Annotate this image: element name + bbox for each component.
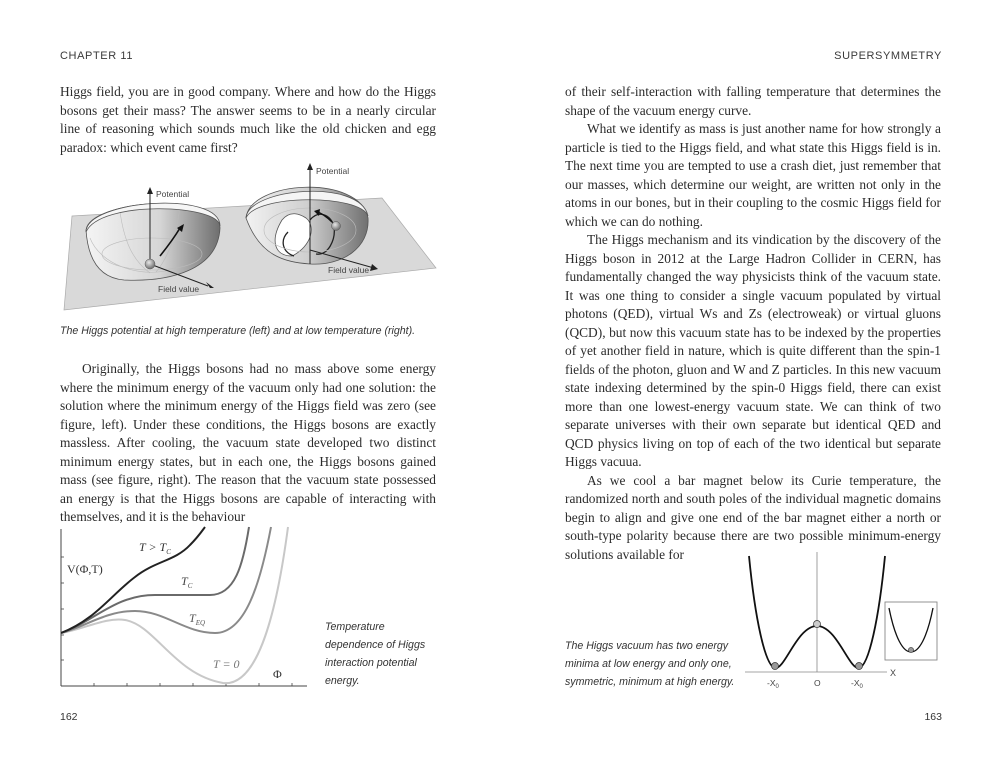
caption-line: energy.: [325, 675, 360, 687]
subscript: EQ: [195, 619, 206, 627]
caption-line: The Higgs vacuum has two energy: [565, 640, 729, 652]
paragraph: Originally, the Higgs bosons had no mass above some energy where the minimum energy of the vacuum only had one solution: the solution where the minimum energy of the Higgs field was zero (see figure, left). Under these conditions, the Higgs bosons are exactly massless. After cooling, the vacuum state developed two distinct minimum energy states, but in each one, the Higgs bosons gained mass (see figure, right). The reason that the vacuum state possessed an energy is that the Higgs bosons are capable of interacting with themselves, and it is the behaviour: [60, 361, 436, 524]
label-t-c: T: [181, 574, 188, 588]
svg-text:-X0: [767, 678, 780, 690]
label-t-eq: T: [189, 611, 196, 625]
higgs-potential-caption: The Higgs potential at high temperature (left) and at low temperature (right).: [60, 325, 416, 337]
paragraph: The Higgs mechanism and its vindication by the discovery of the Higgs boson in 2012 at the Large Hadron Collider in CERN, has fundamentally changed the way physicists think of the vacuum state. It was one thing to consider a single vacuum populated by virtual photons (QED), virtual Ws and Zs (electroweak) or virtual gluons (QCD), but now this vacuum state has to be indexed by the properties of yet another field in nature, which is quite different than the spin-1 fields of the photon, gluon and W and Z particles. In this new vacuum state indexing determined by the spin-0 Higgs field, there can exist more than one lowest-energy vacuum state. We can think of two separate universes with their own separate but identical QED and QCD physics living on top of each of the two identical but separate Higgs vacuua.: [565, 232, 941, 469]
paragraph: of their self-interaction with falling temperature that determines the shape of the vacuum energy curve.: [565, 84, 941, 118]
right-field-value-label: Field value: [328, 265, 370, 275]
paragraph: Higgs field, you are in good company. Where and how do the Higgs bosons get their mass? The answer seems to be in a nearly circular line of reasoning which sounds much like the old chicken and egg paradox: which event came first?: [60, 84, 436, 155]
caption-line: symmetric, minimum at high energy.: [565, 676, 735, 688]
tick-x0: -X: [851, 678, 860, 688]
temperature-dependence-chart: [55, 525, 315, 695]
tick-minus-x0: -X: [767, 678, 776, 688]
svg-text:TEQ: [189, 611, 205, 627]
label-t-zero: T = 0: [213, 657, 240, 671]
right-page: [500, 0, 1000, 765]
subscript: C: [187, 582, 193, 590]
ball-icon: [772, 663, 779, 670]
x-axis-label: X: [890, 668, 897, 678]
page-number-left: 162: [60, 711, 78, 723]
caption-line: Temperature: [325, 621, 385, 633]
caption-line: interaction potential: [325, 657, 417, 669]
paragraph: What we identify as mass is just another name for how strongly a particle is tied to the Higgs field, and what state this Higgs field is in. The next time you are tempted to use a crash diet, just remember that our masses, which determine our weight, are written not only in the atoms in our bones, but in their coupling to the cosmic Higgs field for which we can do nothing.: [565, 121, 941, 229]
tick-origin: O: [814, 678, 821, 688]
caption-line: dependence of Higgs: [325, 639, 426, 651]
running-head-title: SUPERSYMMETRY: [834, 50, 942, 62]
subscript: 0: [775, 684, 779, 690]
vacuum-caption: [565, 637, 755, 691]
temperature-caption: [325, 618, 455, 690]
label-t-above-tc: T > T: [139, 540, 167, 554]
higgs-potential-figure: [60, 160, 450, 320]
right-body-text: [565, 83, 941, 564]
right-potential-label: Potential: [316, 166, 350, 176]
left-potential-label: Potential: [156, 189, 190, 199]
running-head-chapter: CHAPTER 11: [60, 50, 134, 62]
caption-line: minima at low energy and only one,: [565, 658, 732, 670]
ball-icon: [908, 647, 913, 652]
subscript: C: [166, 548, 171, 556]
paragraph: As we cool a bar magnet below its Curie temperature, the randomized north and south poles of the individual magnetic domains begin to align and give one end of the bar magnet either a north or south-type polarity because there are two possible minimum-energy solutions available for: [565, 472, 941, 562]
subscript: 0: [859, 684, 863, 690]
ball-icon: [145, 259, 155, 269]
left-field-value-label: Field value: [158, 284, 200, 294]
ball-icon: [814, 621, 821, 628]
ball-icon: [332, 222, 341, 231]
svg-text:TC: [181, 574, 193, 590]
svg-text:T > TC: [139, 540, 171, 556]
higgs-vacuum-figure: [745, 548, 945, 693]
ball-icon: [856, 663, 863, 670]
left-paragraph-2: [60, 360, 436, 527]
page-number-right: 163: [924, 711, 942, 723]
curve-t-zero: [61, 527, 288, 683]
y-axis-label: V(Φ,T): [67, 562, 103, 576]
left-paragraph-1: [60, 83, 436, 157]
svg-text:-X0: [851, 678, 864, 690]
x-axis-label: Φ: [273, 667, 282, 681]
